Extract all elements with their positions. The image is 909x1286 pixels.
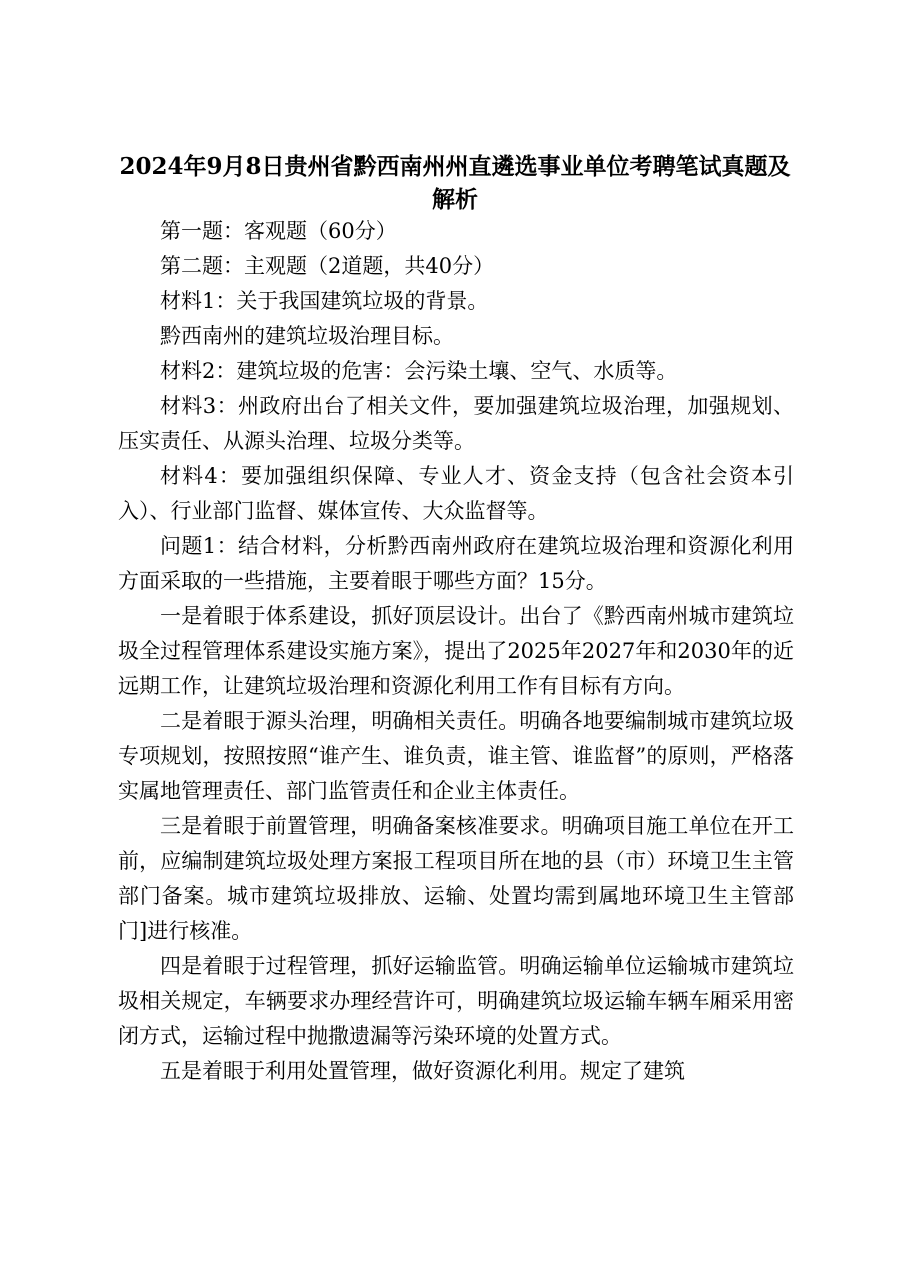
paragraph-material-2: 材料2：建筑垃圾的危害：会污染土壤、空气、水质等。 xyxy=(160,359,678,383)
paragraph-answer-5: 五是着眼于利用处置管理，做好资源化利用。规定了建筑 xyxy=(160,1059,685,1083)
document-body xyxy=(118,214,794,1089)
paragraph-material-3: 材料3：州政府出台了相关文件，要加强建筑垃圾治理，加强规划、压实责任、从源头治理、垃圾分类等。 xyxy=(118,394,794,453)
paragraph-answer-3: 三是着眼于前置管理，明确备案核准要求。明确项目施工单位在开工前，应编制建筑垃圾处理方案报工程项目所在地的县（市）环境卫生主管部门备案。城市建筑垃圾排放、运输、处置均需到属地环境卫生主管部门]进行核准。 xyxy=(118,814,794,943)
paragraph-answer-2: 二是着眼于源头治理，明确相关责任。明确各地要编制城市建筑垃圾专项规划，按照按照“谁产生、谁负责，谁主管、谁监督”的原则，严格落实属地管理责任、部门监管责任和企业主体责任。 xyxy=(118,709,794,803)
document-title: 2024年9月8日贵州省黔西南州州直遴选事业单位考聘笔试真题及解析 xyxy=(119,153,791,213)
paragraph-material-4: 材料4：要加强组织保障、专业人才、资金支持（包含社会资本引入）、行业部门监督、媒体宣传、大众监督等。 xyxy=(118,464,794,523)
paragraph-section-one: 第一题：客观题（60分） xyxy=(160,219,397,243)
paragraph-material-1: 材料1：关于我国建筑垃圾的背景。 xyxy=(160,289,489,313)
paragraph-material-1-goal: 黔西南州的建筑垃圾治理目标。 xyxy=(160,324,454,348)
paragraph-section-two: 第二题：主观题（2道题，共40分） xyxy=(160,254,495,278)
paragraph-answer-4: 四是着眼于过程管理，抓好运输监管。明确运输单位运输城市建筑垃圾相关规定，车辆要求办理经营许可，明确建筑垃圾运输车辆车厢采用密闭方式，运输过程中抛撒遗漏等污染环境的处置方式。 xyxy=(118,954,794,1048)
paragraph-question-1: 问题1：结合材料，分析黔西南州政府在建筑垃圾治理和资源化利用方面采取的一些措施，主要着眼于哪些方面？15分。 xyxy=(118,534,794,593)
paragraph-answer-1: 一是着眼于体系建设，抓好顶层设计。出台了《黔西南州城市建筑垃圾全过程管理体系建设实施方案》，提出了2025年2027年和2030年的近远期工作，让建筑垃圾治理和资源化利用工作有目标有方向。 xyxy=(118,604,794,698)
